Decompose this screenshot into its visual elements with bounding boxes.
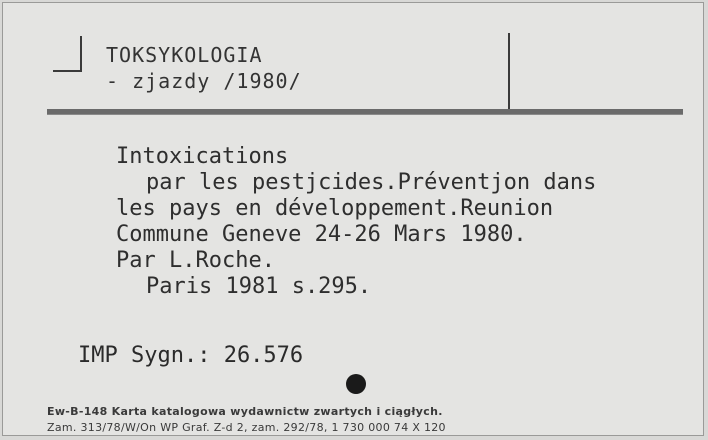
entry-author: Par L.Roche.: [116, 248, 275, 273]
call-number: IMP Sygn.: 26.576: [78, 343, 304, 368]
entry-line: les pays en développement.Reunion: [116, 196, 554, 221]
subject-subtitle: - zjazdy /1980/: [106, 69, 302, 93]
catalog-card: [2, 2, 704, 436]
footer-line-2: Zam. 313/78/W/On WP Graf. Z-d 2, zam. 292/78, 1 730 000 74 X 120: [47, 421, 446, 434]
punch-hole: [346, 374, 366, 394]
header-divider: [508, 33, 510, 111]
subject-title: TOKSYKOLOGIA: [106, 43, 263, 67]
footer-line-1: Ew-B-148 Karta katalogowa wydawnictw zwartych i ciągłych.: [47, 405, 443, 418]
entry-imprint: Paris 1981 s.295.: [146, 274, 372, 299]
header-rule: [47, 109, 683, 114]
entry-line: par les pestjcides.Préventjon dans: [146, 170, 597, 195]
entry-line: Commune Geneve 24-26 Mars 1980.: [116, 222, 527, 247]
corner-mark: [53, 36, 82, 72]
entry-title: Intoxications: [116, 144, 289, 169]
